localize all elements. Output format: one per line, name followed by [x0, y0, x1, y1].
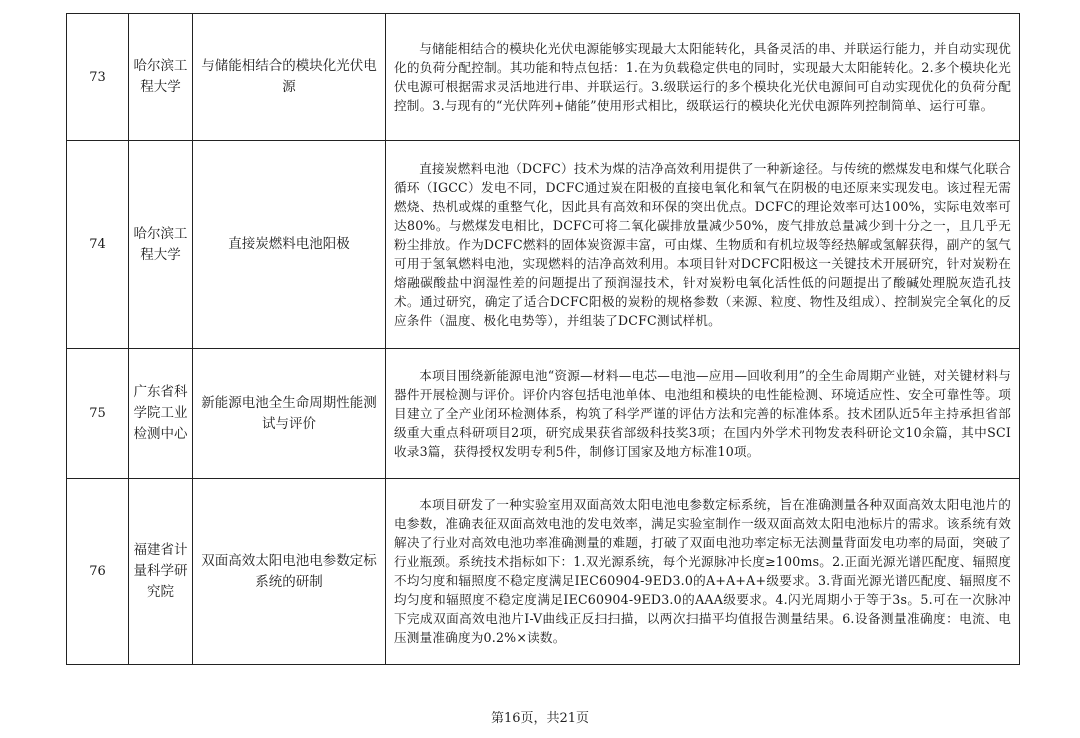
- project-name-cell: 双面高效太阳电池电参数定标系统的研制: [193, 479, 386, 665]
- description-cell: [386, 349, 1020, 479]
- table-row: [67, 479, 1020, 665]
- description-text: 直接炭燃料电池（DCFC）技术为煤的洁净高效利用提供了一种新途径。与传统的燃煤发电和煤气化联合循环（IGCC）发电不同，DCFC通过炭在阳极的直接电氧化和氧气在阴极的电还原来实现发电。该过程无需燃烧、热机或煤的重整气化，因此具有高效和环保的突出优点。DCFC的理论效率可达100%，实际电效率可达80%。与燃煤发电相比，DCFC可将二氧化碳排放量减少50%，废气排放总量减少到十分之一，且几乎无粉尘排放。作为DCFC燃料的固体炭资源丰富，可由煤、生物质和有机垃圾等经热解或氢解获得，副产的氢气可用于氢氧燃料电池，实现燃料的洁净高效利用。本项目针对DCFC阳极这一关键技术开展研究，针对炭粉在熔融碳酸盐中润湿性差的问题提出了预润湿技术，针对炭粉电氧化活性低的问题提出了酸碱处理脱灰造孔技术。通过研究，确定了适合DCFC阳极的炭粉的规格参数（来源、粒度、物性及组成）、控制炭完全氧化的反应条件（温度、极化电势等），并组装了DCFC测试样机。: [394, 160, 1011, 328]
- row-number: 74: [67, 141, 129, 349]
- description-cell: [386, 14, 1020, 141]
- table-row: [67, 14, 1020, 141]
- description-text: 本项目研发了一种实验室用双面高效太阳电池电参数定标系统，旨在准确测量各种双面高效太阳电池片的电参数，准确表征双面高效电池的发电效率，满足实验室制作一级双面高效太阳电池标片的需求。该系统有效解决了行业对高效电池功率准确测量的难题，打破了双面电池功率定标无法测量背面发电功率的局面，突破了行业瓶颈。系统技术指标如下：1.双光源系统，每个光源脉冲长度≥100ms。2.正面光源光谱匹配度、辐照度不均匀度和辐照度不稳定度满足IEC60904-9ED3.0的A+A+A+级要求。3.背面光源光谱匹配度、辐照度不均匀度和辐照度不稳定度满足IEC60904-9ED3.0的AAA级要求。4.闪光周期小于等于3s。5.可在一次脉冲下完成双面高效电池片I-V曲线正反扫扫描，以两次扫描平均值报告测量结果。6.设备测量准确度：电流、电压测量准确度为0.2%×读数。: [394, 497, 1011, 645]
- description-text: 与储能相结合的模块化光伏电源能够实现最大太阳能转化，具备灵活的串、并联运行能力，并自动实现优化的负荷分配控制。其功能和特点包括：1.在为负载稳定供电的同时，实现最大太阳能转化。2.多个模块化光伏电源可根据需求灵活地进行串、并联运行。3.级联运行的多个模块化光伏电源间可自动实现优化的负荷分配控制。3.与现有的“光伏阵列+储能”使用形式相比，级联运行的模块化光伏电源阵列控制简单、运行可靠。: [394, 40, 1012, 113]
- row-number: 75: [67, 349, 129, 479]
- project-name-cell: 新能源电池全生命周期性能测试与评价: [193, 349, 386, 479]
- row-number: 73: [67, 14, 129, 141]
- organization-cell: 广东省科学院工业检测中心: [129, 349, 193, 479]
- description-cell: [386, 479, 1020, 665]
- organization-cell: 福建省计量科学研究院: [129, 479, 193, 665]
- description-text: 本项目围绕新能源电池“资源—材料—电芯—电池—应用—回收利用”的全生命周期产业链，对关键材料与器件开展检测与评价。评价内容包括电池单体、电池组和模块的电性能检测、环境适应性、安全可靠性等。项目建立了全产业闭环检测体系，构筑了科学严谨的评估方法和完善的标准体系。技术团队近5年主持承担省部级重大重点科研项目2项，研究成果获省部级科技奖3项；在国内外学术刊物发表科研论文10余篇，其中SCI收录3篇，获得授权发明专利5件，制修订国家及地方标准10项。: [394, 367, 1011, 459]
- row-number: 76: [67, 479, 129, 665]
- description-cell: [386, 141, 1020, 349]
- project-name-cell: 直接炭燃料电池阳极: [193, 141, 386, 349]
- table-row: [67, 349, 1020, 479]
- project-name-cell: 与储能相结合的模块化光伏电源: [193, 14, 386, 141]
- table-row: [67, 141, 1020, 349]
- organization-cell: 哈尔滨工程大学: [129, 14, 193, 141]
- achievement-table: [66, 13, 1020, 665]
- organization-cell: 哈尔滨工程大学: [129, 141, 193, 349]
- page-footer: 第16页，共21页: [490, 711, 590, 726]
